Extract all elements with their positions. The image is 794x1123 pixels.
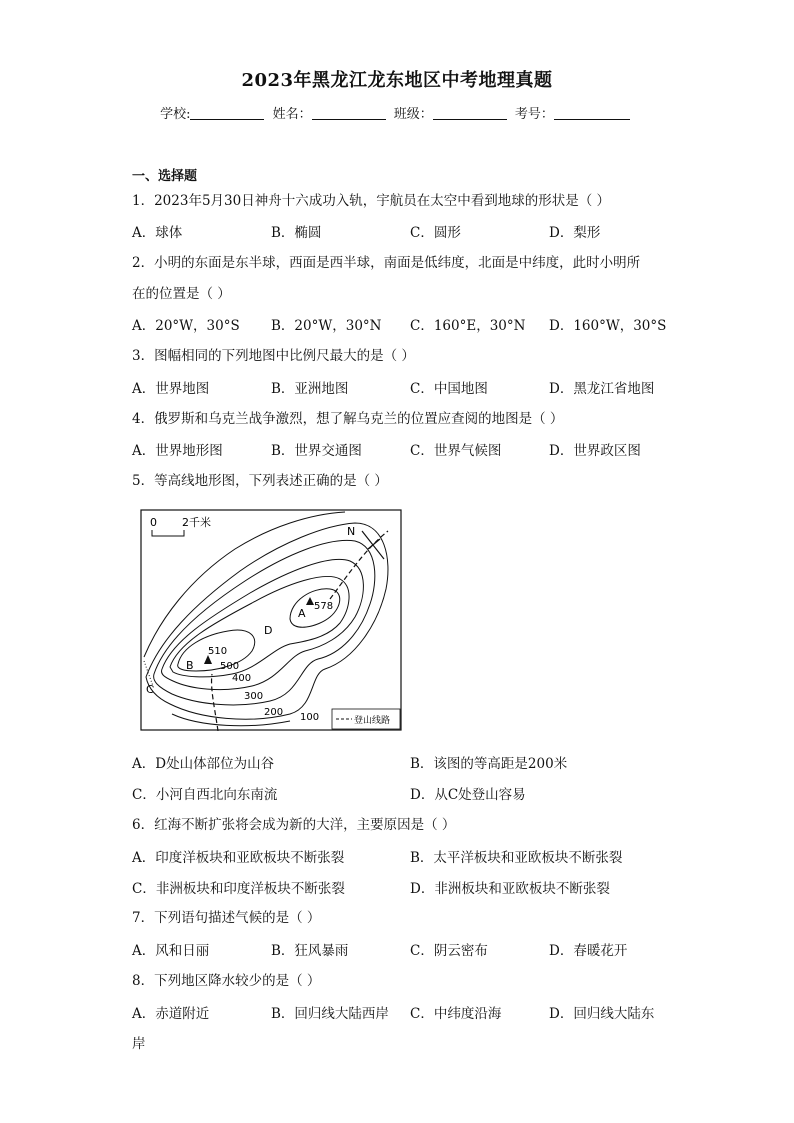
option-b[interactable]: B．世界交通图 xyxy=(271,443,362,459)
contour-map xyxy=(140,509,402,731)
exam-no-label: 考号： xyxy=(514,107,554,122)
option-a[interactable]: A．风和日丽 xyxy=(132,943,210,959)
question-3-options xyxy=(132,377,672,399)
north-label: N xyxy=(347,525,356,538)
option-c[interactable]: C．非洲板块和印度洋板块不断张裂 xyxy=(132,881,345,897)
question-8-option-d-wrap: 岸 xyxy=(132,1036,146,1052)
point-a-label: A xyxy=(298,607,306,620)
option-c[interactable]: C．圆形 xyxy=(410,225,461,241)
option-d[interactable]: D．从C处登山容易 xyxy=(410,787,526,803)
scale-zero: 0 xyxy=(150,516,157,529)
question-2-stem-continued: 在的位置是（ ） xyxy=(132,286,231,302)
question-6-options-row1 xyxy=(132,846,672,868)
point-b-label: B xyxy=(186,659,194,672)
school-blank[interactable] xyxy=(190,107,264,120)
option-d[interactable]: D．春暖花开 xyxy=(549,943,628,959)
student-info-line xyxy=(0,103,794,122)
question-8-options xyxy=(132,1002,672,1024)
section-heading: 一、选择题 xyxy=(132,169,198,184)
option-a[interactable]: A．赤道附近 xyxy=(132,1006,210,1022)
option-d[interactable]: D．梨形 xyxy=(549,225,601,241)
option-b[interactable]: B．回归线大陆西岸 xyxy=(271,1006,389,1022)
question-5-options-row2 xyxy=(132,783,672,805)
question-7-stem: 7．下列语句描述气候的是（ ） xyxy=(132,910,321,926)
point-c-label: C xyxy=(146,683,154,696)
question-5-stem: 5．等高线地形图，下列表述正确的是（ ） xyxy=(132,473,388,489)
option-b[interactable]: B．太平洋板块和亚欧板块不断张裂 xyxy=(410,850,623,866)
peak-b-elevation: 510 xyxy=(208,646,228,657)
class-blank[interactable] xyxy=(433,107,507,120)
map-legend xyxy=(332,709,400,729)
option-c[interactable]: C．小河自西北向东南流 xyxy=(132,787,278,803)
question-1-stem: 1．2023年5月30日神舟十六成功入轨，宇航员在太空中看到地球的形状是（ ） xyxy=(132,193,611,209)
contour-label-500: 500 xyxy=(220,661,240,672)
option-a[interactable]: A．球体 xyxy=(132,225,183,241)
question-2-stem: 2．小明的东面是东半球，西面是西半球，南面是低纬度，北面是中纬度，此时小明所 xyxy=(132,255,641,271)
question-6-stem: 6．红海不断扩张将会成为新的大洋，主要原因是（ ） xyxy=(132,817,456,833)
option-b[interactable]: B．该图的等高距是200米 xyxy=(410,756,568,772)
question-2-options xyxy=(132,314,672,336)
option-a[interactable]: A．印度洋板块和亚欧板块不断张裂 xyxy=(132,850,345,866)
question-7-options xyxy=(132,939,672,961)
question-1-options xyxy=(132,221,672,243)
option-d[interactable]: D．世界政区图 xyxy=(549,443,641,459)
question-5-options-row1 xyxy=(132,752,672,774)
scale-label: 2千米 xyxy=(182,516,211,529)
question-8-stem: 8．下列地区降水较少的是（ ） xyxy=(132,973,321,989)
option-b[interactable]: B．椭圆 xyxy=(271,225,322,241)
option-d[interactable]: D．非洲板块和亚欧板块不断张裂 xyxy=(410,881,610,897)
peak-a-elevation: 578 xyxy=(314,601,334,612)
option-d[interactable]: D．回归线大陆东 xyxy=(549,1006,655,1022)
option-c[interactable]: C．中纬度沿海 xyxy=(410,1006,502,1022)
question-4-stem: 4．俄罗斯和乌克兰战争激烈，想了解乌克兰的位置应查阅的地图是（ ） xyxy=(132,411,564,427)
option-b[interactable]: B．20°W，30°N xyxy=(271,318,382,334)
school-label: 学校: xyxy=(160,107,191,122)
class-label: 班级： xyxy=(393,107,433,122)
option-a[interactable]: A．世界地形图 xyxy=(132,443,223,459)
point-d-label: D xyxy=(264,624,273,637)
contour-label-100: 100 xyxy=(300,712,320,723)
name-blank[interactable] xyxy=(312,107,386,120)
option-d[interactable]: D．黑龙江省地图 xyxy=(549,381,655,397)
option-a[interactable]: A．世界地图 xyxy=(132,381,210,397)
exam-no-blank[interactable] xyxy=(554,107,630,120)
option-c[interactable]: C．中国地图 xyxy=(410,381,488,397)
contour-label-400: 400 xyxy=(232,673,252,684)
option-a[interactable]: A．20°W，30°S xyxy=(132,318,240,334)
question-4-options xyxy=(132,439,672,461)
question-3-stem: 3．图幅相同的下列地图中比例尺最大的是（ ） xyxy=(132,348,415,364)
contour-label-200: 200 xyxy=(264,707,284,718)
contour-label-300: 300 xyxy=(244,691,264,702)
legend-label: 登山线路 xyxy=(354,716,391,726)
option-d[interactable]: D．160°W，30°S xyxy=(549,318,667,334)
option-c[interactable]: C．阴云密布 xyxy=(410,943,488,959)
option-c[interactable]: C．160°E，30°N xyxy=(410,318,526,334)
option-b[interactable]: B．狂风暴雨 xyxy=(271,943,349,959)
page-title: 2023年黑龙江龙东地区中考地理真题 xyxy=(241,70,553,91)
option-c[interactable]: C．世界气候图 xyxy=(410,443,502,459)
option-a[interactable]: A．D处山体部位为山谷 xyxy=(132,756,275,772)
name-label: 姓名： xyxy=(272,107,312,122)
question-6-options-row2 xyxy=(132,877,672,899)
option-b[interactable]: B．亚洲地图 xyxy=(271,381,349,397)
